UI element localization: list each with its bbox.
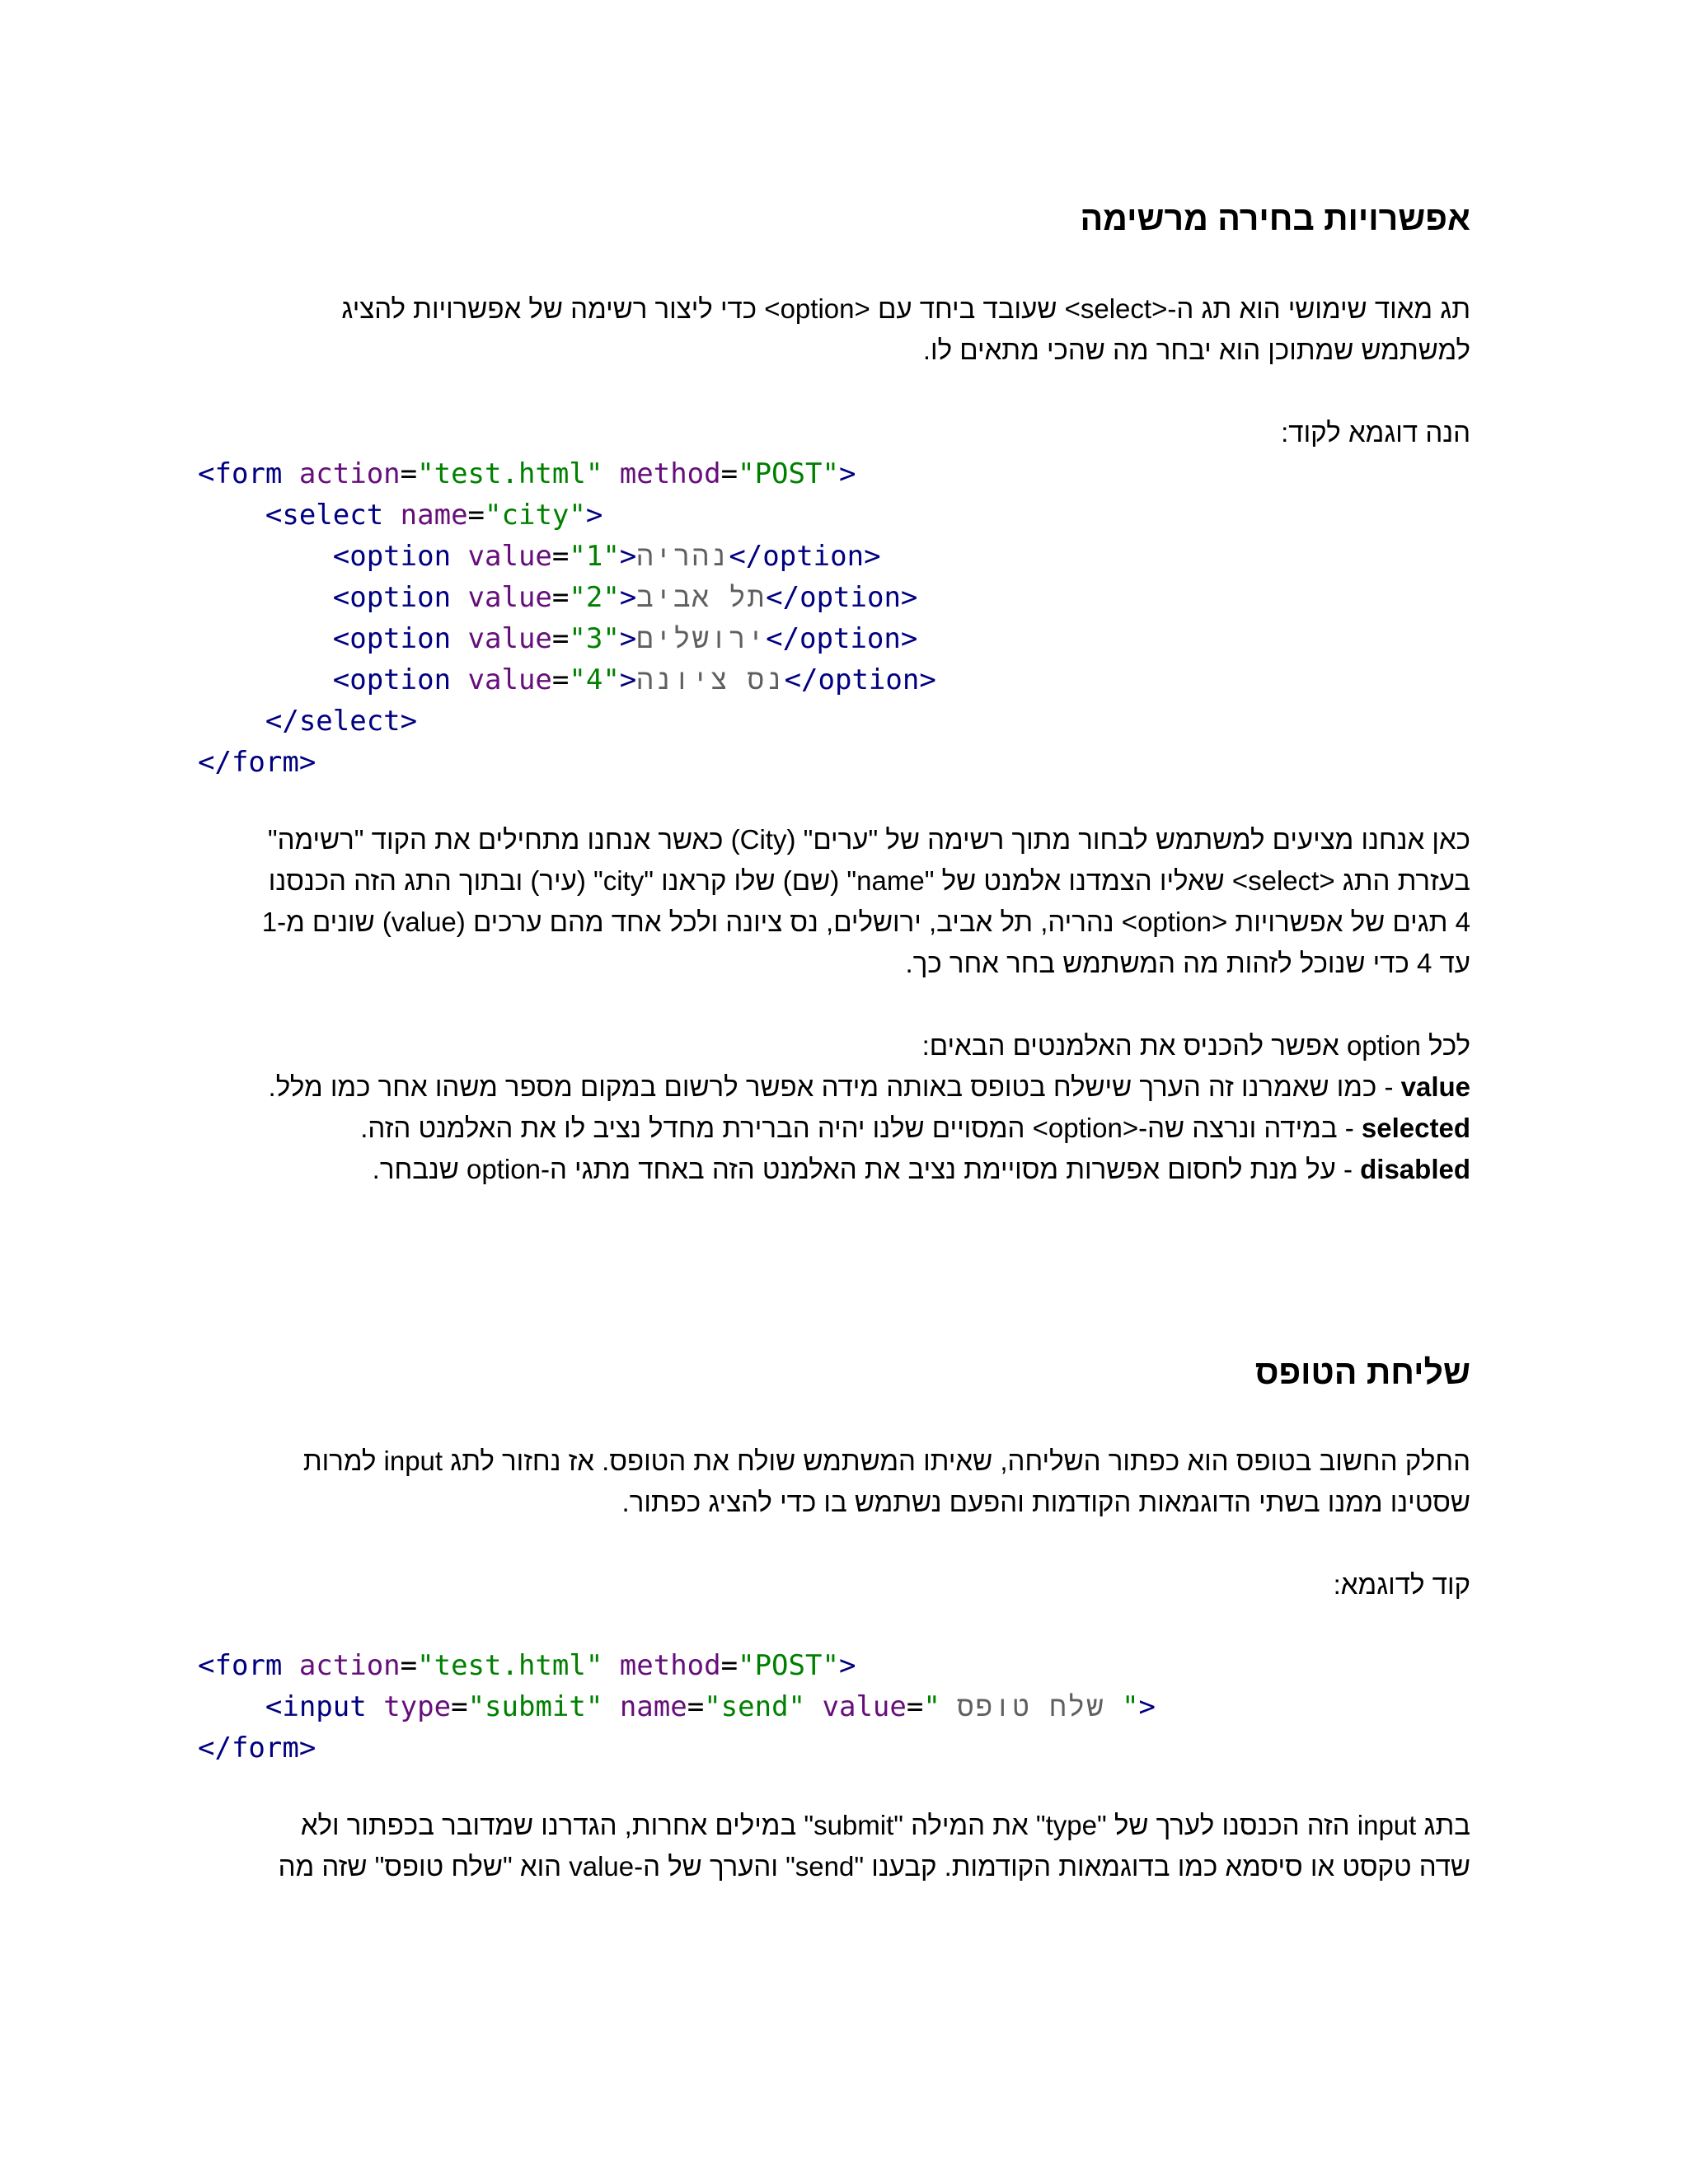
code-token: name — [400, 499, 468, 532]
code-token: action — [298, 457, 401, 490]
section1-explanation-line: עד 4 כדי שנוכל לזהות מה המשתמש בחר אחר כך. — [905, 948, 1470, 978]
section2-intro — [168, 1441, 1470, 1523]
code-token: "3" — [569, 622, 620, 655]
section2-title: שליחת הטופס — [1254, 1353, 1470, 1391]
code-token: <select — [265, 499, 401, 532]
section2-intro-line: החלק החשוב בטופס הוא כפתור השליחה, שאיתו המשתמש שולח את הטופס. אז נחזור לתג input למרות — [302, 1446, 1470, 1476]
code-token — [198, 499, 265, 532]
code-token: " — [1104, 1690, 1139, 1723]
code-line — [198, 1686, 1484, 1727]
element-disabled-item — [168, 1149, 1470, 1190]
code-token: "test.html" — [417, 457, 603, 490]
code-line — [198, 536, 1484, 577]
element-term: disabled — [1360, 1154, 1470, 1184]
code-token: ירושלים — [636, 622, 767, 655]
section1-example-label: הנה דוגמא לקוד: — [1281, 417, 1470, 448]
option-elements-intro: לכל option אפשר להכניס את האלמנטים הבאים: — [921, 1030, 1470, 1061]
code-token: = — [551, 540, 570, 573]
code-line — [198, 577, 1484, 618]
code-token: "submit" — [467, 1690, 603, 1723]
code-token: > — [838, 1649, 856, 1682]
code-token: name — [619, 1690, 687, 1723]
code-token: <form — [198, 457, 299, 490]
code-token: = — [467, 499, 485, 532]
code-line — [198, 618, 1484, 659]
code-token: </option> — [729, 540, 881, 573]
code-token: > — [619, 581, 637, 614]
code-token: נס ציונה — [636, 663, 785, 696]
section1-explanation-line: 4 תגים של אפשרויות <option> נהריה, תל אביב, ירושלים, נס ציונה ולכל אחד מהם ערכים (value) שונים מ-1 — [261, 907, 1470, 937]
code-token: method — [619, 1649, 721, 1682]
code-token: "send" — [704, 1690, 806, 1723]
code-token: </select> — [265, 705, 418, 738]
code-token: </option> — [766, 581, 918, 614]
code-token: </option> — [784, 663, 936, 696]
element-term: selected — [1361, 1113, 1470, 1143]
code-token: "1" — [569, 540, 620, 573]
code-token: = — [720, 1649, 738, 1682]
section2-explanation-line: שדה טקסט או סיסמא כמו בדוגמאות הקודמות. קבענו "send" והערך של ה-value הוא "שלח טופס" שזה מה — [278, 1851, 1470, 1882]
code-token — [603, 457, 619, 490]
section1-explanation-line: בעזרת התג <select> שאליו הצמדנו אלמנט של "name" (שם) שלו קראנו "city" (עיר) ובתוך התג הזה הכנסנו — [268, 865, 1470, 896]
code-token: action — [298, 1649, 401, 1682]
code-token — [198, 1690, 265, 1723]
code-token: = — [906, 1690, 924, 1723]
code-token: "city" — [485, 499, 586, 532]
element-desc: - כמו שאמרנו זה הערך שישלח בטופס באותה מידה אפשר לרשום במקום מספר משהו אחר כמו מלל. — [268, 1071, 1401, 1102]
code-token: value — [467, 663, 552, 696]
code-token: = — [400, 457, 418, 490]
code-token — [198, 622, 333, 655]
element-value-item — [168, 1066, 1470, 1108]
code-token: <option — [332, 663, 468, 696]
code-token: > — [619, 540, 637, 573]
section1-title: אפשרויות בחירה מרשימה — [1080, 199, 1470, 237]
code-token: "test.html" — [417, 1649, 603, 1682]
code-token: value — [467, 540, 552, 573]
code-token: = — [687, 1690, 705, 1723]
element-selected-item — [168, 1108, 1470, 1149]
code-token: > — [838, 457, 856, 490]
code-token — [603, 1690, 619, 1723]
element-desc: - במידה ונרצה שה-<option> המסויים שלנו יהיה הברירת מחדל נציב לו את האלמנט הזה. — [360, 1113, 1362, 1143]
code-line — [198, 742, 1484, 783]
code-line — [198, 494, 1484, 536]
section1-intro-line: למשתמש שמתוכן הוא יבחר מה שהכי מתאים לו. — [922, 335, 1470, 365]
code-token: <option — [332, 540, 468, 573]
section1-explanation — [168, 819, 1470, 984]
code-token: value — [467, 581, 552, 614]
code-token: = — [451, 1690, 468, 1723]
code-line — [198, 659, 1484, 701]
code-token: " — [923, 1690, 958, 1723]
section2-explanation-line: בתג input הזה הכנסנו לערך של "type" את המילה "submit" במילים אחרות, הגדרנו שמדובר בכפתור ולא — [300, 1810, 1470, 1840]
code-token — [198, 581, 333, 614]
select-code-block — [198, 453, 1484, 783]
code-token: = — [551, 622, 570, 655]
section1-explanation-line: כאן אנחנו מציעים למשתמש לבחור מתוך רשימה של "ערים" (City) כאשר אנחנו מתחילים את הקוד "רשימה" — [267, 824, 1470, 855]
code-token: </form> — [198, 1732, 316, 1765]
code-token: > — [619, 622, 637, 655]
submit-code-block — [198, 1645, 1484, 1769]
code-token: </form> — [198, 746, 316, 779]
code-token: נהריה — [636, 540, 729, 573]
code-token: תל אביב — [636, 581, 767, 614]
code-token: "POST" — [738, 457, 839, 490]
code-token: </option> — [766, 622, 918, 655]
code-token: שלח טופס — [957, 1690, 1105, 1723]
code-token: = — [720, 457, 738, 490]
code-token: = — [551, 581, 570, 614]
section2-intro-line: שסטינו ממנו בשתי הדוגמאות הקודמות והפעם נשתמש בו כדי להציג כפתור. — [621, 1487, 1470, 1517]
code-token: > — [619, 663, 637, 696]
code-token: > — [1138, 1690, 1156, 1723]
code-token: <form — [198, 1649, 299, 1682]
element-desc: - על מנת לחסום אפשרות מסויימת נציב את האלמנט הזה באחד מתגי ה-option שנבחר. — [372, 1154, 1361, 1184]
code-token: "POST" — [738, 1649, 839, 1682]
code-token — [198, 540, 333, 573]
section2-example-label: קוד לדוגמא: — [1333, 1569, 1470, 1600]
code-token — [198, 663, 333, 696]
section1-intro-line: תג מאוד שימושי הוא תג ה-<select> שעובד ביחד עם <option> כדי ליצור רשימה של אפשרויות להציג — [341, 293, 1470, 324]
code-token: <input — [265, 1690, 384, 1723]
code-token: "2" — [569, 581, 620, 614]
code-token: value — [822, 1690, 907, 1723]
code-token: > — [585, 499, 603, 532]
code-token — [603, 1649, 619, 1682]
option-elements-list — [168, 1025, 1470, 1190]
code-token — [198, 705, 265, 738]
code-token: = — [551, 663, 570, 696]
code-token: method — [619, 457, 721, 490]
code-line — [198, 1645, 1484, 1686]
section1-intro — [168, 288, 1470, 371]
code-token — [805, 1690, 822, 1723]
element-term: value — [1400, 1071, 1470, 1102]
code-line — [198, 453, 1484, 494]
code-line — [198, 701, 1484, 742]
code-token: "4" — [569, 663, 620, 696]
code-token: type — [383, 1690, 452, 1723]
section2-explanation — [168, 1805, 1470, 1887]
code-token: = — [400, 1649, 418, 1682]
code-token: value — [467, 622, 552, 655]
code-line — [198, 1727, 1484, 1769]
code-token: <option — [332, 581, 468, 614]
code-token: <option — [332, 622, 468, 655]
